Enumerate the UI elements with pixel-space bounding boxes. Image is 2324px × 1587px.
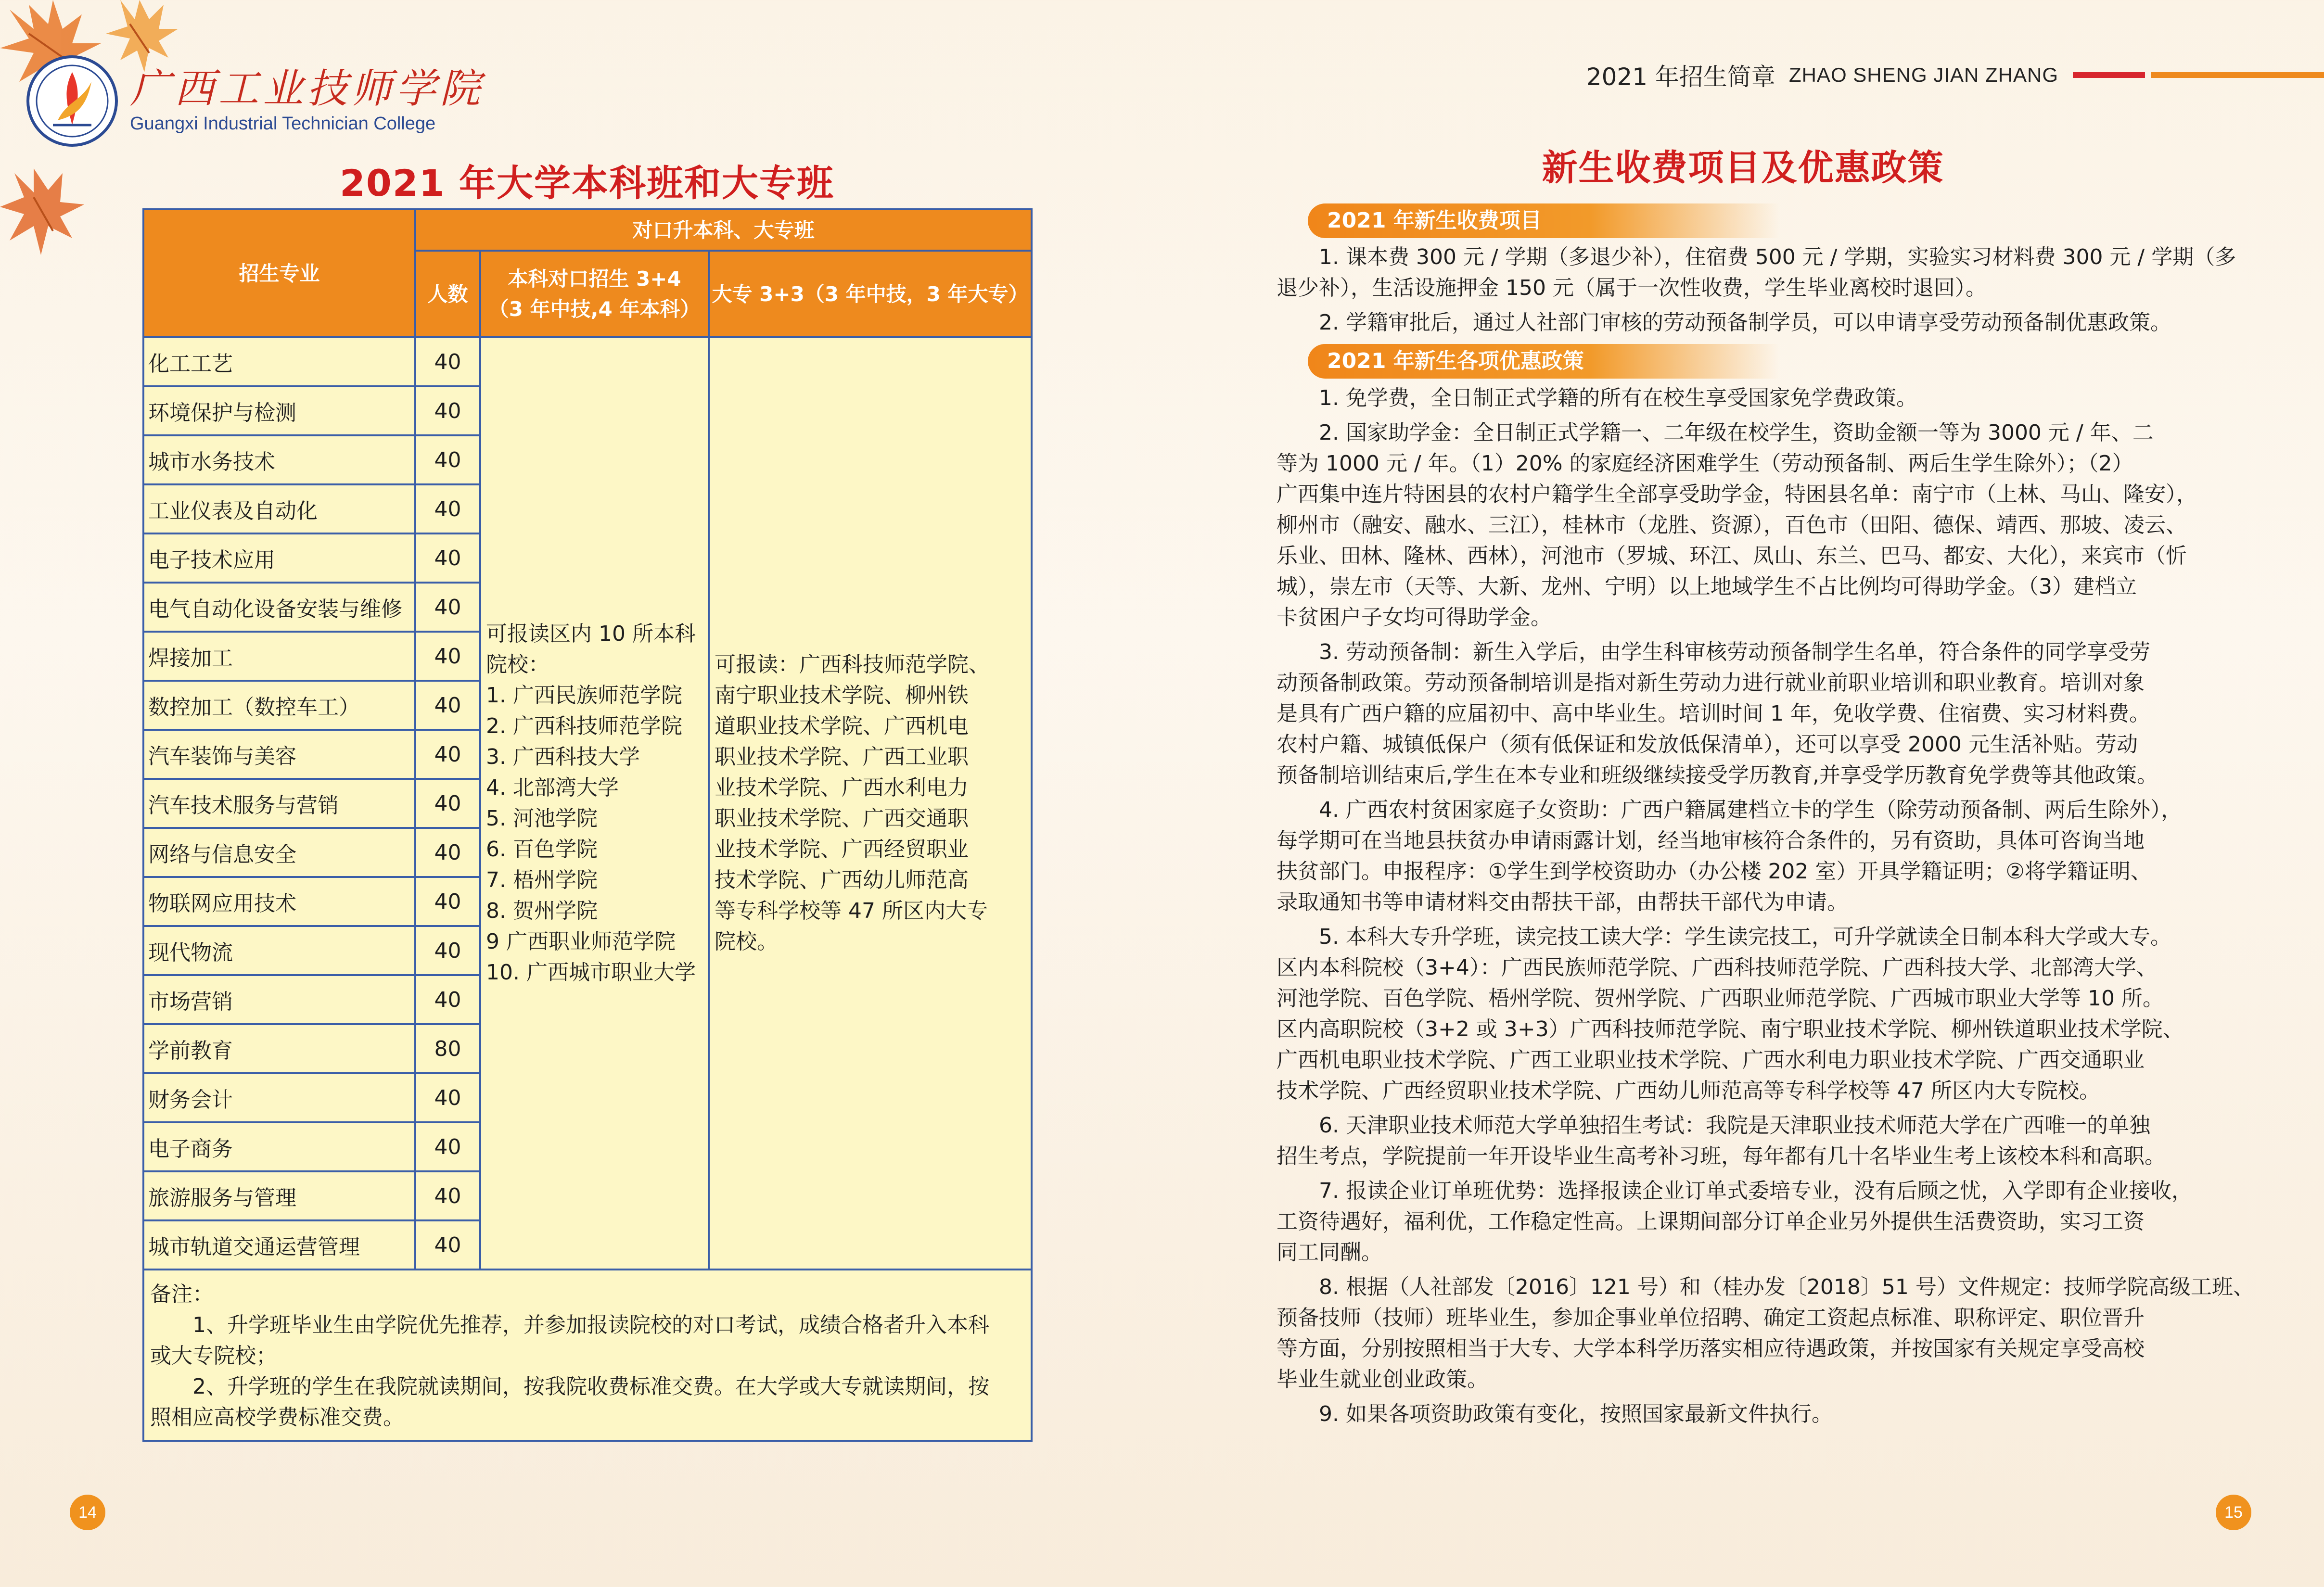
enrollment-count: 40 bbox=[415, 386, 480, 435]
note-1-line-1: 1、升学班毕业生由学院优先推荐，并参加报读院校的对口考试，成绩合格者升入本科 bbox=[192, 1313, 989, 1337]
bachelor-school-line: 1. 广西民族师范学院 bbox=[486, 683, 682, 708]
policies-item-line: 乐业、田林、隆林、西林），河池市（罗城、环江、凤山、东兰、巴马、都安、大化），来宾市（忻 bbox=[1277, 544, 2187, 568]
policies-item-line: 动预备制政策。劳动预备制培训是指对新生劳动力进行就业前职业培训和职业教育。培训对象 bbox=[1277, 671, 2145, 695]
enrollment-count: 40 bbox=[415, 1220, 480, 1270]
major-name: 学前教育 bbox=[143, 1024, 415, 1073]
enrollment-count: 40 bbox=[415, 1171, 480, 1220]
major-name: 化工工艺 bbox=[143, 337, 415, 386]
enrollment-count: 40 bbox=[415, 681, 480, 730]
bachelor-school-line: 可报读区内 10 所本科 bbox=[486, 622, 696, 646]
brochure-title: 2021 年招生简章 bbox=[1586, 63, 1775, 91]
enrollment-count: 40 bbox=[415, 926, 480, 975]
policies-item-line: 预备技师（技师）班毕业生，参加企事业单位招聘、确定工资起点标准、职称评定、职位晋升 bbox=[1277, 1306, 2145, 1330]
page-number-left: 14 bbox=[70, 1495, 105, 1530]
policies-item-line: 2. 国家助学金：全日制正式学籍一、二年级在校学生，资助金额一等为 3000 元 / 年、二 bbox=[1319, 420, 2154, 445]
policies-item-line: 每学期可在当地县扶贫办申请雨露计划，经当地审核符合条件的，另有资助，具体可咨询当地 bbox=[1277, 828, 2145, 853]
major-name: 市场营销 bbox=[143, 975, 415, 1024]
college-name-cn: 广西工业技师学院 bbox=[130, 64, 485, 112]
bachelor-school-line: 2. 广西科技师范学院 bbox=[486, 714, 682, 738]
note-2-line-2: 照相应高校学费标准交费。 bbox=[150, 1405, 404, 1430]
college-logo bbox=[24, 53, 484, 149]
policies-item-line: 等为 1000 元 / 年。（1）20% 的家庭经济困难学生（劳动预备制、两后生学生除外）；（2） bbox=[1277, 451, 2133, 476]
enrollment-count: 40 bbox=[415, 583, 480, 632]
major-name: 数控加工（数控车工） bbox=[143, 681, 415, 730]
policies-item-line: 1. 免学费，全日制正式学籍的所有在校生享受国家免学费政策。 bbox=[1319, 386, 1917, 410]
enrollment-count: 40 bbox=[415, 435, 480, 484]
enrollment-count: 40 bbox=[415, 337, 480, 386]
header-stripe bbox=[2073, 72, 2324, 78]
notes-title: 备注： bbox=[150, 1282, 214, 1307]
college-name-en: Guangxi Industrial Technician College bbox=[130, 113, 436, 134]
fees-item-line: 1. 课本费 300 元 / 学期（多退少补），住宿费 500 元 / 学期，实验实习材料费 300 元 / 学期（多 bbox=[1319, 245, 2236, 269]
bachelor-school-line: 8. 贺州学院 bbox=[486, 899, 598, 923]
major-name: 财务会计 bbox=[143, 1073, 415, 1122]
policies-item-line: 8. 根据（人社部发〔2016〕121 号）和（桂办发〔2018〕51 号）文件规定：技师学院高级工班、 bbox=[1319, 1275, 2254, 1299]
bachelor-school-line: 4. 北部湾大学 bbox=[486, 775, 619, 800]
enrollment-count: 40 bbox=[415, 975, 480, 1024]
policies-item-line: 招生考点，学院提前一年开设毕业生高考补习班，每年都有几十名毕业生考上该校本科和高职。 bbox=[1277, 1144, 2166, 1168]
major-name: 物联网应用技术 bbox=[143, 877, 415, 926]
policies-item-line: 录取通知书等申请材料交由帮扶干部，由帮扶干部代为申请。 bbox=[1277, 890, 1848, 914]
college-school-line: 职业技术学院、广西工业职 bbox=[715, 745, 969, 769]
enrollment-count: 40 bbox=[415, 1073, 480, 1122]
major-name: 城市水务技术 bbox=[143, 435, 415, 484]
major-name: 汽车装饰与美容 bbox=[143, 730, 415, 779]
policies-item-line: 是具有广西户籍的应届初中、高中毕业生。培训时间 1 年，免收学费、住宿费、实习材料费。 bbox=[1277, 701, 2150, 726]
enrollment-count: 40 bbox=[415, 877, 480, 926]
major-name: 电子商务 bbox=[143, 1122, 415, 1171]
policies-item-line: 扶贫部门。申报程序：①学生到学校资助办（办公楼 202 室）开具学籍证明；②将学籍证明、 bbox=[1277, 859, 2152, 884]
policies-item-line: 预备制培训结束后,学生在本专业和班级继续接受学历教育,并享受学历教育免学费等其他政策。 bbox=[1277, 763, 2158, 787]
brochure-header bbox=[1586, 58, 2324, 92]
policies-item-line: 技术学院、广西经贸职业技术学院、广西幼儿师范高等专科学校等 47 所区内大专院校。 bbox=[1277, 1079, 2100, 1103]
enrollment-count: 40 bbox=[415, 730, 480, 779]
left-page-title: 2021 年大学本科班和大专班 bbox=[340, 162, 834, 204]
enrollment-count: 40 bbox=[415, 1122, 480, 1171]
page-number-right: 15 bbox=[2216, 1495, 2251, 1530]
college-school-line: 业技术学院、广西经贸职业 bbox=[715, 837, 969, 862]
policies-item-line: 4. 广西农村贫困家庭子女资助：广西户籍属建档立卡的学生（除劳动预备制、两后生除外）， bbox=[1319, 798, 2182, 822]
bachelor-schools-cell bbox=[480, 337, 709, 1270]
table-row bbox=[143, 337, 1032, 386]
policies-item-line: 6. 天津职业技术师范大学单独招生考试：我院是天津职业技术师范大学在广西唯一的单独 bbox=[1319, 1113, 2150, 1138]
note-1-line-2: 或大专院校； bbox=[150, 1344, 277, 1368]
major-name: 电子技术应用 bbox=[143, 533, 415, 583]
policies-item-line: 区内本科院校（3+4）：广西民族师范学院、广西科技师范学院、广西科技大学、北部湾大学、 bbox=[1277, 955, 2158, 980]
policies-item-line: 农村户籍、城镇低保户（须有低保证和发放低保清单），还可以享受 2000 元生活补贴。劳动 bbox=[1277, 732, 2138, 757]
college-school-line: 等专科学校等 47 所区内大专 bbox=[715, 899, 988, 923]
header-bachelor-line2: （3 年中技,4 年本科） bbox=[488, 297, 701, 321]
policies-item-line: 工资待遇好，福利优，工作稳定性高。上课期间部分订单企业另外提供生活费资助，实习工资 bbox=[1277, 1209, 2145, 1234]
policies-item-line: 7. 报读企业订单班优势：选择报读企业订单式委培专业，没有后顾之忧，入学即有企业接收， bbox=[1319, 1179, 2193, 1203]
college-school-line: 技术学院、广西幼儿师范高 bbox=[715, 868, 969, 892]
section-policies-heading: 2021 年新生各项优惠政策 bbox=[1308, 344, 1779, 379]
policies-item-line: 区内高职院校（3+2 或 3+3）广西科技师范学院、南宁职业技术学院、柳州铁道职业技术学院、 bbox=[1277, 1017, 2184, 1041]
header-count: 人数 bbox=[415, 251, 480, 337]
enrollment-count: 40 bbox=[415, 632, 480, 681]
enrollment-count: 40 bbox=[415, 484, 480, 533]
college-school-line: 道职业技术学院、广西机电 bbox=[715, 714, 969, 738]
policies-item-line: 毕业生就业创业政策。 bbox=[1277, 1367, 1488, 1392]
header-bachelor-line1: 本科对口招生 3+4 bbox=[508, 267, 681, 291]
enrollment-count: 40 bbox=[415, 533, 480, 583]
policies-item-line: 城），崇左市（天等、大新、龙州、宁明）以上地域学生不占比例均可得助学金。（3）建档立 bbox=[1277, 574, 2137, 599]
enrollment-count: 40 bbox=[415, 779, 480, 828]
major-name: 工业仪表及自动化 bbox=[143, 484, 415, 533]
policies-item-line: 柳州市（融安、融水、三江），桂林市（龙胜、资源），百色市（田阳、德保、靖西、那坡、凌云、 bbox=[1277, 513, 2187, 537]
major-name: 电气自动化设备安装与维修 bbox=[143, 583, 415, 632]
enrollment-count: 40 bbox=[415, 828, 480, 877]
header-bachelor bbox=[480, 251, 709, 337]
policies-item-line: 河池学院、百色学院、梧州学院、贺州学院、广西职业师范学院、广西城市职业大学等 10 所。 bbox=[1277, 986, 2164, 1011]
major-name: 城市轨道交通运营管理 bbox=[143, 1220, 415, 1270]
major-name: 网络与信息安全 bbox=[143, 828, 415, 877]
header-major: 招生专业 bbox=[143, 209, 415, 337]
policies-item-line: 等方面，分别按照相当于大专、大学本科学历落实相应待遇政策，并按国家有关规定享受高校 bbox=[1277, 1336, 2145, 1361]
college-school-line: 可报读：广西科技师范学院、 bbox=[715, 652, 990, 677]
policies-item-line: 9. 如果各项资助政策有变化，按照国家最新文件执行。 bbox=[1319, 1402, 1833, 1426]
college-school-line: 南宁职业技术学院、柳州铁 bbox=[715, 683, 969, 708]
bachelor-school-line: 3. 广西科技大学 bbox=[486, 745, 640, 769]
major-name: 焊接加工 bbox=[143, 632, 415, 681]
notes-cell bbox=[143, 1270, 1032, 1441]
policies-item-line: 广西机电职业技术学院、广西工业职业技术学院、广西水利电力职业技术学院、广西交通职业 bbox=[1277, 1048, 2145, 1072]
bachelor-school-line: 6. 百色学院 bbox=[486, 837, 598, 862]
major-name: 现代物流 bbox=[143, 926, 415, 975]
fees-item-line: 2. 学籍审批后，通过人社部门审核的劳动预备制学员，可以申请享受劳动预备制优惠政策。 bbox=[1319, 310, 2171, 335]
major-name: 环境保护与检测 bbox=[143, 386, 415, 435]
right-page bbox=[1162, 0, 2324, 1587]
bachelor-school-line: 院校： bbox=[486, 652, 549, 677]
college-emblem-icon bbox=[24, 53, 120, 149]
college-school-line: 业技术学院、广西水利电力 bbox=[715, 775, 969, 800]
college-school-line: 职业技术学院、广西交通职 bbox=[715, 806, 969, 831]
fees-item-line: 退少补），生活设施押金 150 元（属于一次性收费，学生毕业离校时退回）。 bbox=[1277, 276, 1987, 300]
policies-item-line: 5. 本科大专升学班，读完技工读大学：学生读完技工，可升学就读全日制本科大学或大专。 bbox=[1319, 925, 2171, 949]
enrollment-table bbox=[142, 208, 1033, 1442]
college-school-line: 院校。 bbox=[715, 929, 778, 954]
header-group: 对口升本科、大专班 bbox=[415, 209, 1032, 251]
policies-item-line: 3. 劳动预备制：新生入学后，由学生科审核劳动预备制学生名单，符合条件的同学享受劳 bbox=[1319, 640, 2150, 664]
section-fees-heading: 2021 年新生收费项目 bbox=[1308, 203, 1779, 238]
brochure-pinyin: ZHAO SHENG JIAN ZHANG bbox=[1788, 63, 2058, 86]
bachelor-school-line: 9 广西职业师范学院 bbox=[486, 929, 676, 954]
note-2-line-1: 2、升学班的学生在我院就读期间，按我院收费标准交费。在大学或大专就读期间，按 bbox=[192, 1374, 989, 1399]
college-schools-cell bbox=[709, 337, 1032, 1270]
bachelor-school-line: 7. 梧州学院 bbox=[486, 868, 598, 892]
bachelor-school-line: 5. 河池学院 bbox=[486, 806, 598, 831]
major-name: 汽车技术服务与营销 bbox=[143, 779, 415, 828]
policies-item-line: 同工同酬。 bbox=[1277, 1240, 1382, 1265]
major-name: 旅游服务与管理 bbox=[143, 1171, 415, 1220]
table-body bbox=[143, 337, 1032, 1270]
bachelor-school-line: 10. 广西城市职业大学 bbox=[486, 960, 696, 985]
header-college: 大专 3+3（3 年中技，3 年大专） bbox=[709, 251, 1032, 337]
policies-item-line: 卡贫困户子女均可得助学金。 bbox=[1277, 605, 1552, 630]
right-page-title: 新生收费项目及优惠政策 bbox=[1542, 147, 1944, 189]
enrollment-count: 80 bbox=[415, 1024, 480, 1073]
policies-item-line: 广西集中连片特困县的农村户籍学生全部享受助学金，特困县名单：南宁市（上林、马山、隆安）， bbox=[1277, 482, 2197, 507]
